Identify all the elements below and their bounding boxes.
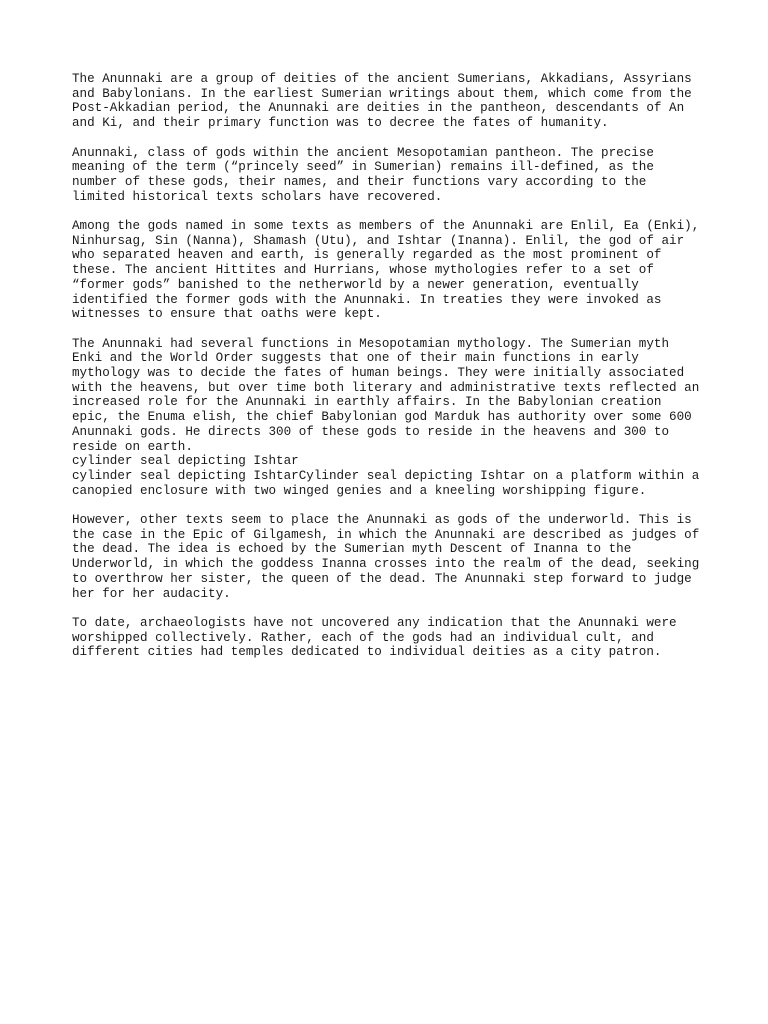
paragraph-functions: The Anunnaki had several functions in Mesopotamian mythology. The Sumerian myth Enki and the World Order suggests that one of their main functions in early mythology was to decide the fates of human beings. They were initially associated with the heavens, but over time both literary and administrative texts reflected an increased role for the Anunnaki in earthly affairs. In the Babylonian creation epic, the Enuma elish, the chief Babylonian god Marduk has authority over some 600 Anunnaki gods. He directs 300 of these gods to reside in the heavens and 300 to reside on earth. cylinder seal depicting Ishtar cylinder seal depicting IshtarCylinder seal depicting Ishtar on a platform within a canopied enclosure with two winged genies and a kneeling worshipping figure. <box>72 336 700 498</box>
paragraph-underworld: However, other texts seem to place the Anunnaki as gods of the underworld. This is the case in the Epic of Gilgamesh, in which the Anunnaki are described as judges of the dead. The idea is echoed by the Sumerian myth Descent of Inanna to the Underworld, in which the goddess Inanna crosses into the realm of the dead, seeking to overthrow her sister, the queen of the dead. The Anunnaki step forward to judge her for her audacity. <box>72 513 700 601</box>
paragraph-definition: Anunnaki, class of gods within the ancient Mesopotamian pantheon. The precise meaning of the term (“princely seed” in Sumerian) remains ill-defined, as the number of these gods, their names, and their functions vary according to the limited historical texts scholars have recovered. <box>72 145 654 204</box>
paragraph-intro: The Anunnaki are a group of deities of the ancient Sumerians, Akkadians, Assyrians and Babylonians. In the earliest Sumerian writings about them, which come from the Post-Akkadian period, the Anunnaki are deities in the pantheon, descendants of An and Ki, and their primary function was to decree the fates of humanity. <box>72 72 692 131</box>
document-page <box>72 72 702 675</box>
paragraph-members: Among the gods named in some texts as members of the Anunnaki are Enlil, Ea (Enki), Ninhursag, Sin (Nanna), Shamash (Utu), and Ishtar (Inanna). Enlil, the god of air who separated heaven and earth, is generally regarded as the most prominent of these. The ancient Hittites and Hurrians, whose mythologies refer to a set of “former gods” banished to the netherworld by a newer generation, eventually identified the former gods with the Anunnaki. In treaties they were invoked as witnesses to ensure that oaths were kept. <box>72 219 700 322</box>
paragraph-worship: To date, archaeologists have not uncovered any indication that the Anunnaki were worshipped collectively. Rather, each of the gods had an individual cult, and different cities had temples dedicated to individual deities as a city patron. <box>72 615 677 660</box>
